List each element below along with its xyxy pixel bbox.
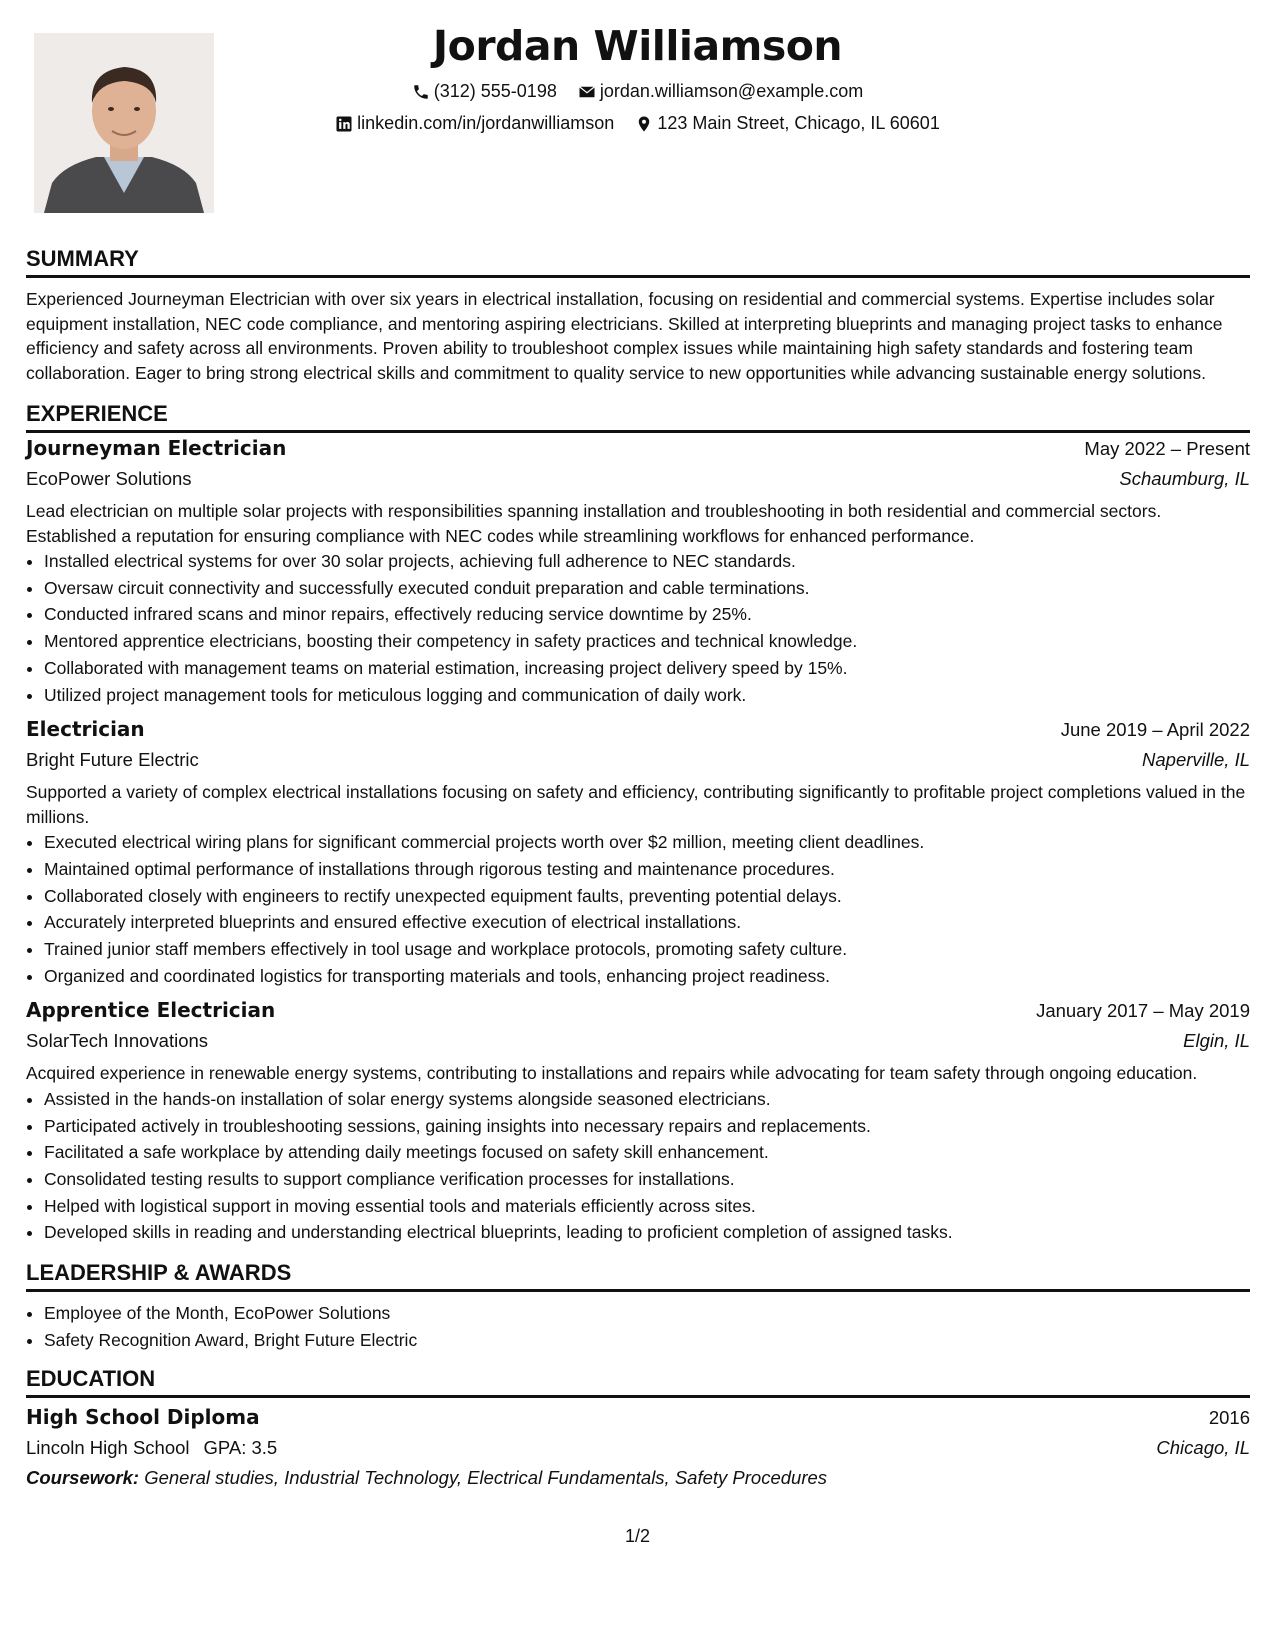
linkedin-icon: [335, 115, 353, 133]
list-item: • Safety Recognition Award, Bright Future Electric: [44, 1327, 1250, 1354]
school-name: Lincoln High School: [26, 1436, 190, 1458]
job-description: Supported a variety of complex electrical installations focusing on safety and efficiency, contributing significantly to profitable project completions valued in the millions.: [26, 782, 1246, 827]
linkedin-text: linkedin.com/in/jordanwilliamson: [357, 113, 615, 133]
contact-line-1: [0, 81, 1275, 106]
list-item: • Maintained optimal performance of installations through rigorous testing and maintenance procedures.: [44, 856, 1250, 883]
phone-icon: [412, 83, 430, 101]
list-item: • Organized and coordinated logistics for transporting materials and tools, enhancing project readiness.: [44, 963, 1250, 990]
education-entry: [26, 1402, 1250, 1493]
job-dates: June 2019 – April 2022: [1060, 719, 1250, 741]
awards-list: [26, 1300, 1250, 1353]
job-entry: [26, 714, 1250, 989]
list-item: • Assisted in the hands-on installation of solar energy systems alongside seasoned electricians.: [44, 1086, 1250, 1113]
email-text: jordan.williamson@example.com: [599, 81, 864, 101]
list-item: • Executed electrical wiring plans for significant commercial projects worth over $2 million, meeting client deadlines.: [44, 829, 1250, 856]
job-company: EcoPower Solutions: [26, 468, 192, 489]
contact-line-2: [0, 113, 1275, 138]
list-item: • Mentored apprentice electricians, boosting their competency in safety practices and technical knowledge.: [44, 628, 1250, 655]
job-description: Acquired experience in renewable energy systems, contributing to installations and repairs while advocating for team safety through ongoing education.: [26, 1063, 1198, 1084]
list-item: • Collaborated with management teams on material estimation, increasing project delivery speed by 15%.: [44, 655, 1250, 682]
school-location: Chicago, IL: [1156, 1436, 1250, 1458]
list-item: • Helped with logistical support in moving essential tools and materials efficiently across sites.: [44, 1193, 1250, 1220]
school-info: [26, 1433, 277, 1463]
address-contact: [635, 113, 940, 134]
awards-heading: LEADERSHIP & AWARDS: [26, 1260, 1250, 1292]
resume-content: [26, 246, 1250, 1493]
page-number: 1/2: [624, 1526, 651, 1546]
job-title: Electrician: [26, 717, 145, 742]
phone-contact: [412, 81, 557, 102]
graduation-year: 2016: [1208, 1406, 1250, 1428]
list-item: • Accurately interpreted blueprints and ensured effective execution of electrical installations.: [44, 909, 1250, 936]
envelope-icon: [578, 83, 596, 101]
list-item: • Conducted infrared scans and minor repairs, effectively reducing service downtime by 25%.: [44, 601, 1250, 628]
job-bullets: [26, 548, 1250, 708]
job-entry: [26, 433, 1250, 708]
list-item: • Facilitated a safe workplace by attending daily meetings focused on safety skill enhancement.: [44, 1139, 1250, 1166]
list-item: • Collaborated closely with engineers to rectify unexpected equipment faults, preventing potential delays.: [44, 883, 1250, 910]
address-text: 123 Main Street, Chicago, IL 60601: [657, 113, 940, 133]
job-description: Lead electrician on multiple solar projects with responsibilities spanning installation and troubleshooting in both residential and commercial sectors. Established a reputation for ensuring compliance with NEC codes while streamlining workflows for enhanced performance.: [26, 501, 1162, 546]
list-item: • Developed skills in reading and understanding electrical blueprints, leading to proficient completion of assigned tasks.: [44, 1219, 1250, 1246]
job-location: Elgin, IL: [1183, 1030, 1250, 1052]
list-item: • Consolidated testing results to support compliance verification processes for installations.: [44, 1166, 1250, 1193]
job-dates: January 2017 – May 2019: [1036, 1000, 1250, 1022]
coursework-label: Coursework:: [26, 1466, 140, 1488]
coursework-text: General studies, Industrial Technology, Electrical Fundamentals, Safety Procedures: [144, 1466, 828, 1488]
job-bullets: [26, 829, 1250, 989]
summary-text: Experienced Journeyman Electrician with over six years in electrical installation, focusing on residential and commercial systems. Expertise includes solar equipment installation, NEC code compliance, and mentoring aspiring electricians. Skilled at interpreting blueprints and managing project tasks to enhance efficiency and safety across all environments. Proven ability to troubleshoot complex issues while maintaining high safety standards and fostering team collaboration. Eager to bring strong electrical skills and commitment to quality service to new opportunities while advancing sustainable energy solutions.: [26, 289, 1223, 383]
email-contact[interactable]: [578, 81, 863, 102]
job-entry: [26, 995, 1250, 1246]
job-title: Apprentice Electrician: [26, 998, 276, 1023]
degree-title: High School Diploma: [26, 1404, 260, 1429]
education-heading: EDUCATION: [26, 1366, 1250, 1398]
map-pin-icon: [635, 115, 653, 133]
list-item: • Oversaw circuit connectivity and successfully executed conduit preparation and cable terminations.: [44, 575, 1250, 602]
job-dates: May 2022 – Present: [1084, 438, 1250, 459]
list-item: • Participated actively in troubleshooting sessions, gaining insights into necessary repairs and replacements.: [44, 1113, 1250, 1140]
summary-heading: SUMMARY: [26, 246, 1250, 278]
experience-heading: EXPERIENCE: [26, 401, 1250, 433]
list-item: • Utilized project management tools for meticulous logging and communication of daily work.: [44, 682, 1250, 709]
list-item: • Trained junior staff members effectively in tool usage and workplace protocols, promoting safety culture.: [44, 936, 1250, 963]
job-company: SolarTech Innovations: [26, 1030, 209, 1052]
list-item: • Installed electrical systems for over 30 solar projects, achieving full adherence to NEC standards.: [44, 548, 1250, 575]
job-title: Journeyman Electrician: [26, 436, 287, 460]
linkedin-contact[interactable]: [335, 113, 614, 134]
phone-text: (312) 555-0198: [433, 81, 557, 101]
coursework: [26, 1463, 1250, 1493]
job-bullets: [26, 1086, 1250, 1246]
candidate-name: Jordan Williamson: [432, 22, 843, 70]
list-item: • Employee of the Month, EcoPower Solutions: [44, 1300, 1250, 1327]
job-location: Naperville, IL: [1142, 749, 1250, 771]
gpa-text: GPA: 3.5: [203, 1436, 278, 1458]
job-location: Schaumburg, IL: [1119, 468, 1250, 489]
job-company: Bright Future Electric: [26, 749, 199, 771]
